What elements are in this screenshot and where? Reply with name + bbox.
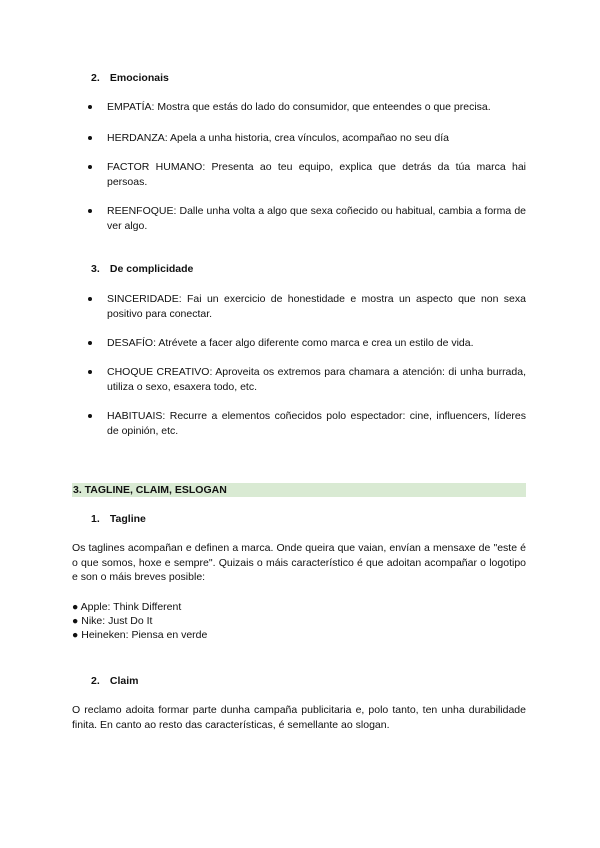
list-item-text: SINCERIDADE: Fai un exercicio de honestidade e mostra un aspecto que non sexa positivo para conectar. [107,293,526,320]
heading-title: Claim [109,675,139,687]
bullet-icon [88,370,92,374]
section-title: 3. TAGLINE, CLAIM, ESLOGAN [73,484,227,496]
bullet-icon [88,341,92,345]
heading-complicidade [91,262,193,277]
heading-number: 2. [91,72,100,84]
heading-number: 1. [91,513,100,525]
list-item-text: DESAFÍO: Atrévete a facer algo diferente como marca e crea un estilo de vida. [107,337,474,349]
list-item [88,292,526,321]
bullet-icon [88,209,92,213]
heading-tagline [91,512,146,527]
list-item [88,336,526,351]
list-item-text: HERDANZA: Apela a unha historia, crea vínculos, acompañao no seu día [107,132,450,144]
bullet-icon [88,136,92,140]
list-item [88,100,526,115]
bullet-icon [88,297,92,301]
heading-emocionais [91,71,169,86]
heading-title: Tagline [109,513,146,525]
list-item [88,409,526,438]
tagline-paragraph: Os taglines acompañan e definen a marca. Onde queira que vaian, envían a mensaxe de "este é o que somos, hoxe e sempre". Quizais o máis característico é que adoitan acompañar o logotipo e son o máis breves posible: [72,542,526,583]
heading-title: De complicidade [109,263,194,275]
heading-claim [91,674,139,689]
list-item-text: REENFOQUE: Dalle unha volta a algo que sexa coñecido ou habitual, cambia a forma de ver algo. [107,205,526,232]
list-item-text: HABITUAIS: Recurre a elementos coñecidos polo espectador: cine, influencers, líderes de opinión, etc. [107,410,526,437]
example-item: ● Nike: Just Do It [72,615,153,627]
list-item [88,131,526,146]
heading-number: 3. [91,263,100,275]
example-item: ● Apple: Think Different [72,601,182,613]
list-item [88,160,526,189]
list-item-text: EMPATÍA: Mostra que estás do lado do consumidor, que enteendes o que precisa. [107,101,491,113]
bullet-icon [88,165,92,169]
example-item: ● Heineken: Piensa en verde [72,629,208,641]
claim-paragraph: O reclamo adoita formar parte dunha campaña publicitaria e, polo tanto, ten unha durabilidade finita. En canto ao resto das características, é semellante ao slogan. [72,704,526,731]
heading-title: Emocionais [109,72,169,84]
section-heading-bar [72,483,526,497]
list-item-text: FACTOR HUMANO: Presenta ao teu equipo, explica que detrás da túa marca hai persoas. [107,161,526,188]
bullet-icon [88,414,92,418]
list-item [88,204,526,233]
heading-number: 2. [91,675,100,687]
list-item-text: CHOQUE CREATIVO: Aproveita os extremos para chamara a atención: di unha burrada, utiliza o sexo, esaxera todo, etc. [107,366,526,393]
list-item [88,365,526,394]
bullet-icon [88,105,92,109]
